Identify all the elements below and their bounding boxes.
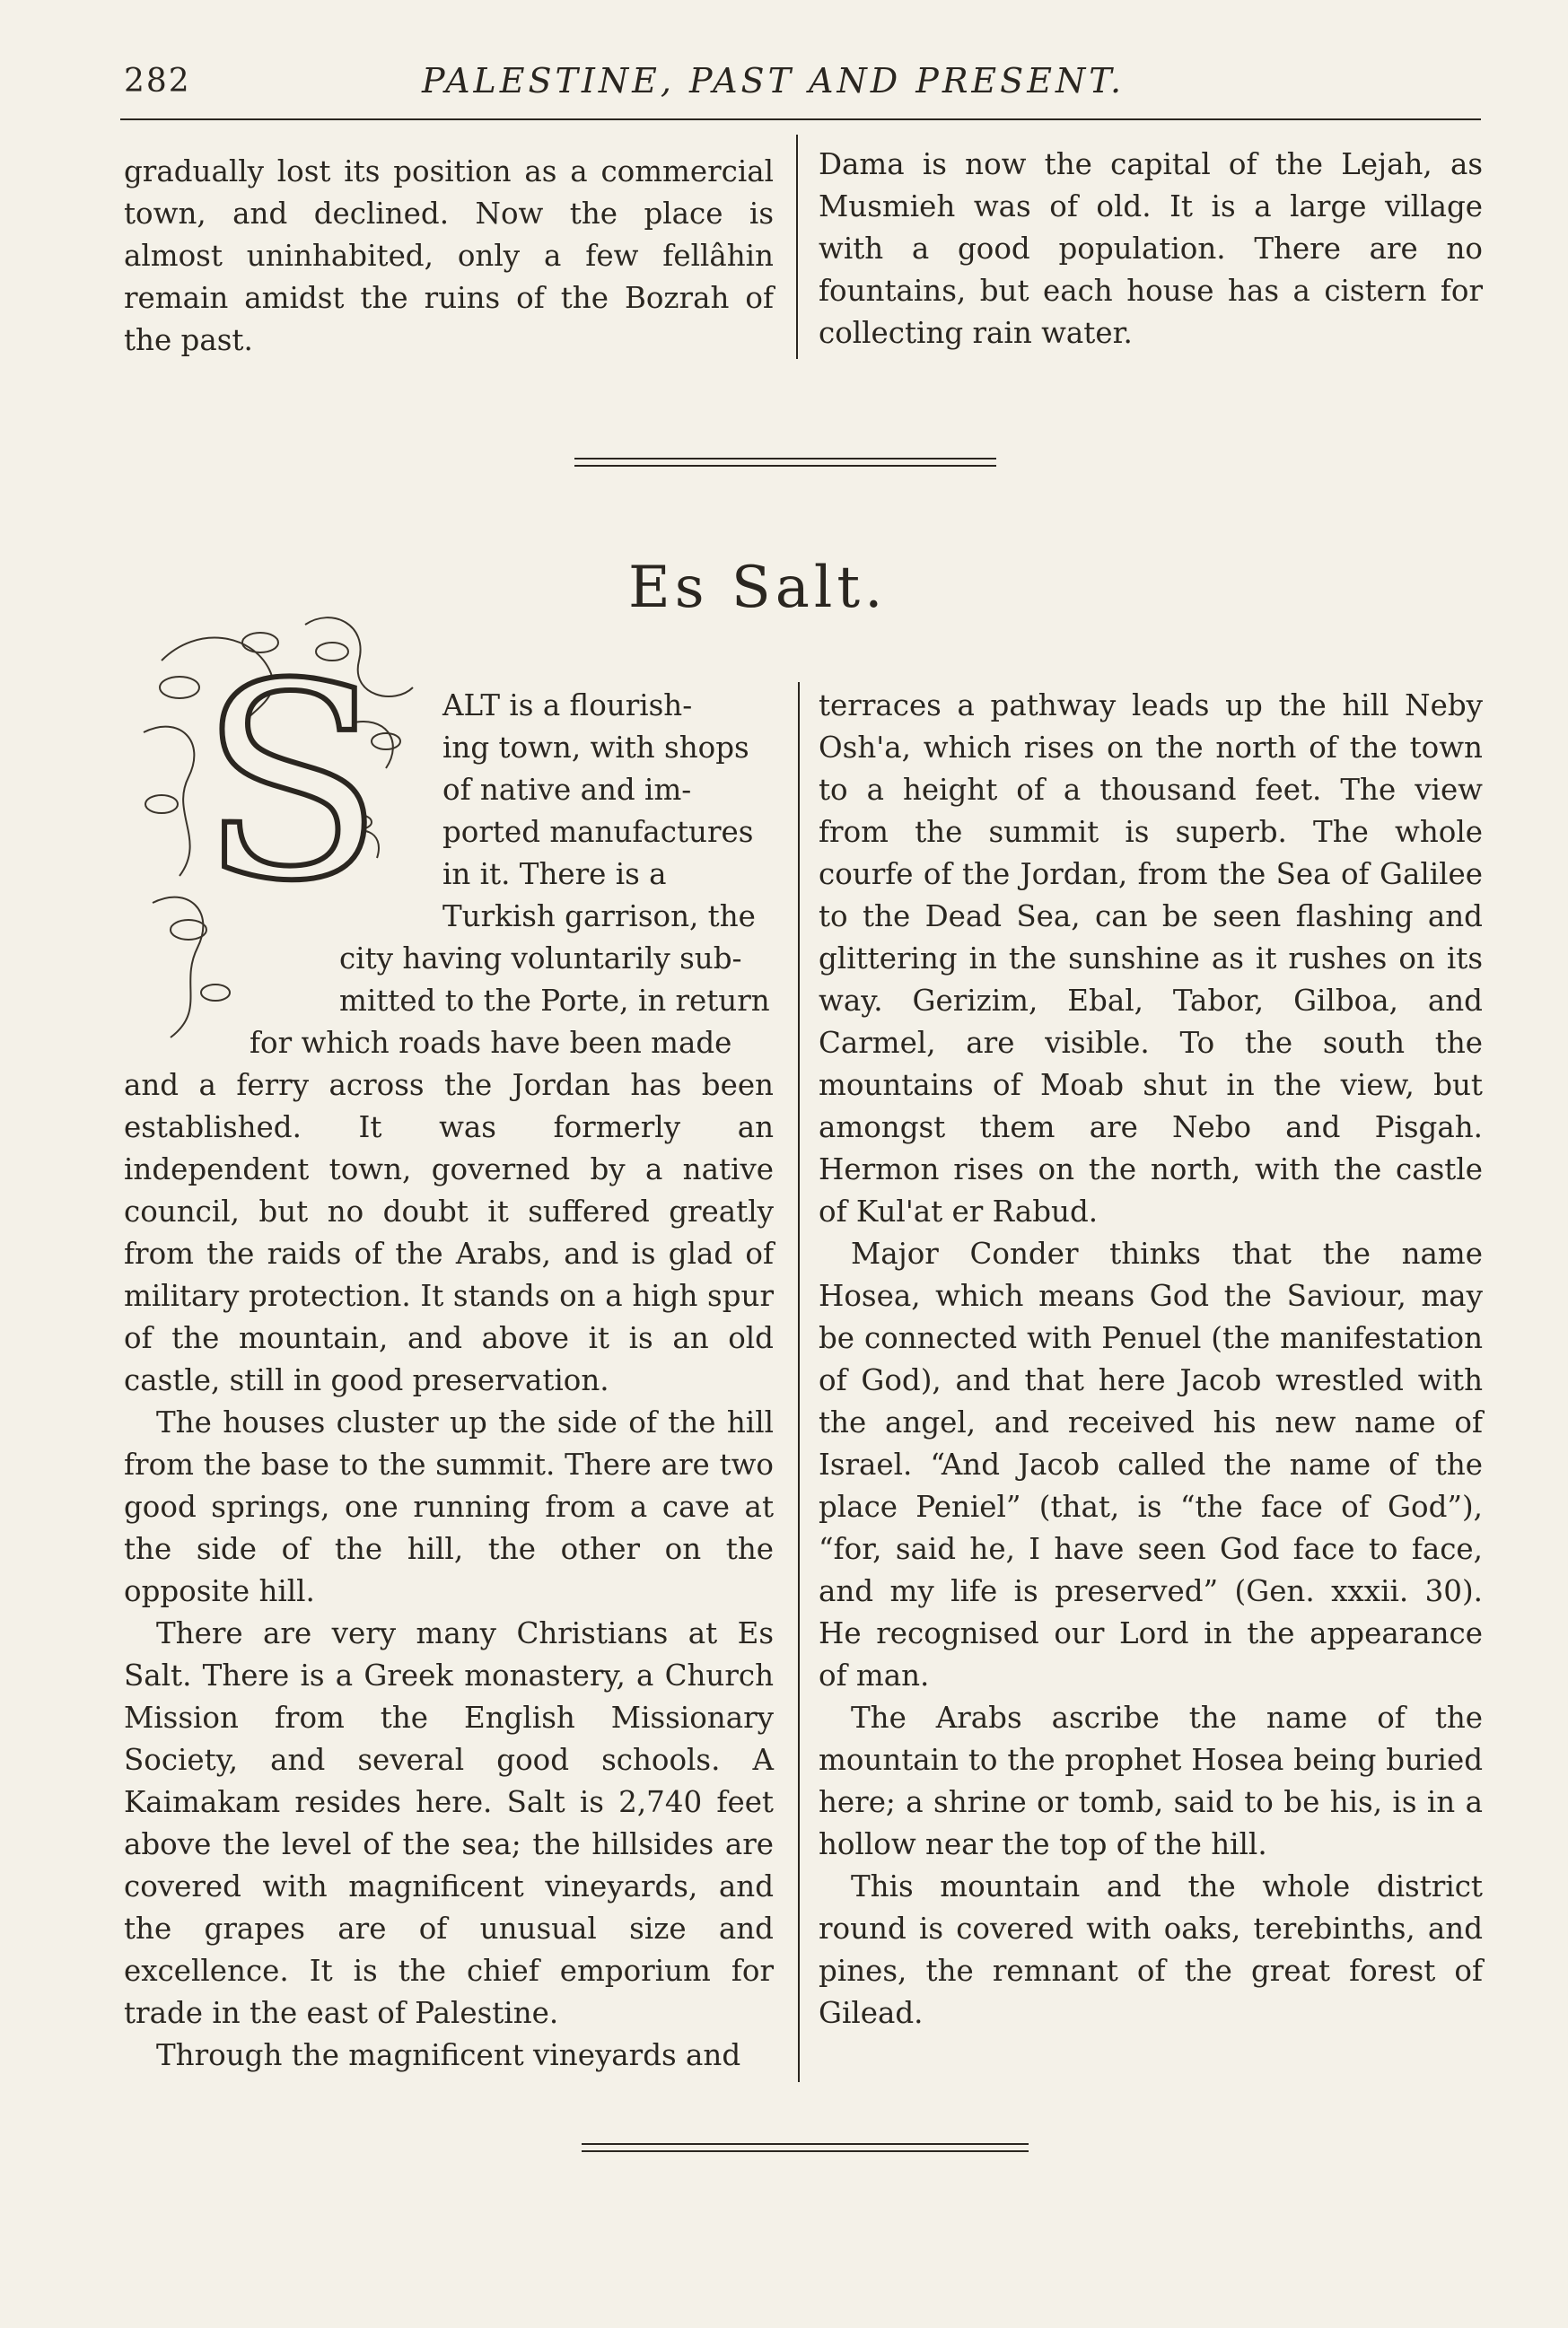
main-left-column [124,685,774,2077]
paragraph: The Arabs ascribe the name of the mountain to the prophet Hosea being buried here; a shrine or tomb, said to be his, is in a hollow near the top of the hill. [819,1701,1483,1861]
wrap-line: of native and im- [442,773,692,807]
paragraph: Major Conder thinks that the name Hosea, which means God the Saviour, may be connected with Penuel (the manifestation of God), and that here Jacob wrestled with the angel, and received his new name of Israel. “And Jacob called the name of the place Peniel” (that, is “the face of God”), “for, said he, I have seen God face to face, and my life is preserved” (Gen. xxxii. 30). He recognised our Lord in the appearance of man. [819,1237,1483,1693]
paragraph: There are very many Christians at Es Salt. There is a Greek monastery, a Church Mission from the English Missionary Society, and several good schools. A Kaimakam resides here. Salt is 2,740 feet above the level of the sea; the hillsides are covered with magnificent vineyards, and the grapes are of unusual size and excellence. It is the chief emporium for trade in the east of Palestine. [124,1616,774,2030]
page-header [0,56,1568,109]
running-title: PALESTINE, PAST AND PRESENT. [422,61,1126,101]
wrap-line: ing town, with shops [442,731,749,765]
header-rule [120,118,1481,120]
top-left-paragraph: gradually lost its position as a commercial town, and declined. Now the place is almost uninhabited, only a few fellâhin remain amidst the ruins of the Bozrah of the past. [124,154,774,357]
paragraph: and a ferry across the Jordan has been established. It was formerly an independent town, governed by a native council, but no doubt it suffered greatly from the raids of the Arabs, and is glad of military protection. It stands on a high spur of the mountain, and above it is an old castle, still in good preservation. [124,1068,774,1397]
wrap-line: ported manufactures [442,815,754,849]
section-title: Es Salt. [628,555,888,621]
wrap-line: mitted to the Porte, in return [339,984,770,1018]
page-number: 282 [124,63,191,100]
top-right-paragraph: Dama is now the capital of the Lejah, as Musmieh was of old. It is a large village with a good population. There are no fountains, but each house has a cistern for collecting rain water. [819,147,1483,350]
column-divider-main [798,682,800,2082]
paragraph: The houses cluster up the side of the hill from the base to the summit. There are two good springs, one running from a cave at the side of the hill, the other on the opposite hill. [124,1405,774,1608]
column-divider-top [796,135,798,359]
paragraph: This mountain and the whole district round is covered with oaks, terebinths, and pines, the remnant of the great forest of Gilead. [819,1869,1483,2030]
top-right-column [819,144,1483,354]
main-right-column [819,685,1483,2035]
wrap-line: for which roads have been made [250,1026,732,1060]
top-left-column [124,151,774,362]
paragraph: Through the magnificent vineyards and [156,2038,741,2072]
dropcap-letter: S [199,626,384,940]
paragraph: terraces a pathway leads up the hill Neby Osh'a, which rises on the north of the town to a height of a thousand feet. The view from the summit is superb. The whole courfe of the Jordan, from the Sea of Galilee to the Dead Sea, can be seen flashing and glittering in the sunshine as it rushes on its way. Gerizim, Ebal, Tabor, Gilboa, and Carmel, are visible. To the south the mountains of Moab shut in the view, but amongst them are Nebo and Pisgah. Hermon rises on the north, with the castle of Kul'at er Rabud. [819,688,1483,1229]
wrap-line: ALT is a flourish- [442,688,693,722]
wrap-line: city having voluntarily sub- [339,941,742,976]
wrap-line: in it. There is a [442,857,667,891]
end-divider [582,2143,1029,2152]
wrap-line: Turkish garrison, the [442,899,756,933]
section-divider [574,458,996,467]
